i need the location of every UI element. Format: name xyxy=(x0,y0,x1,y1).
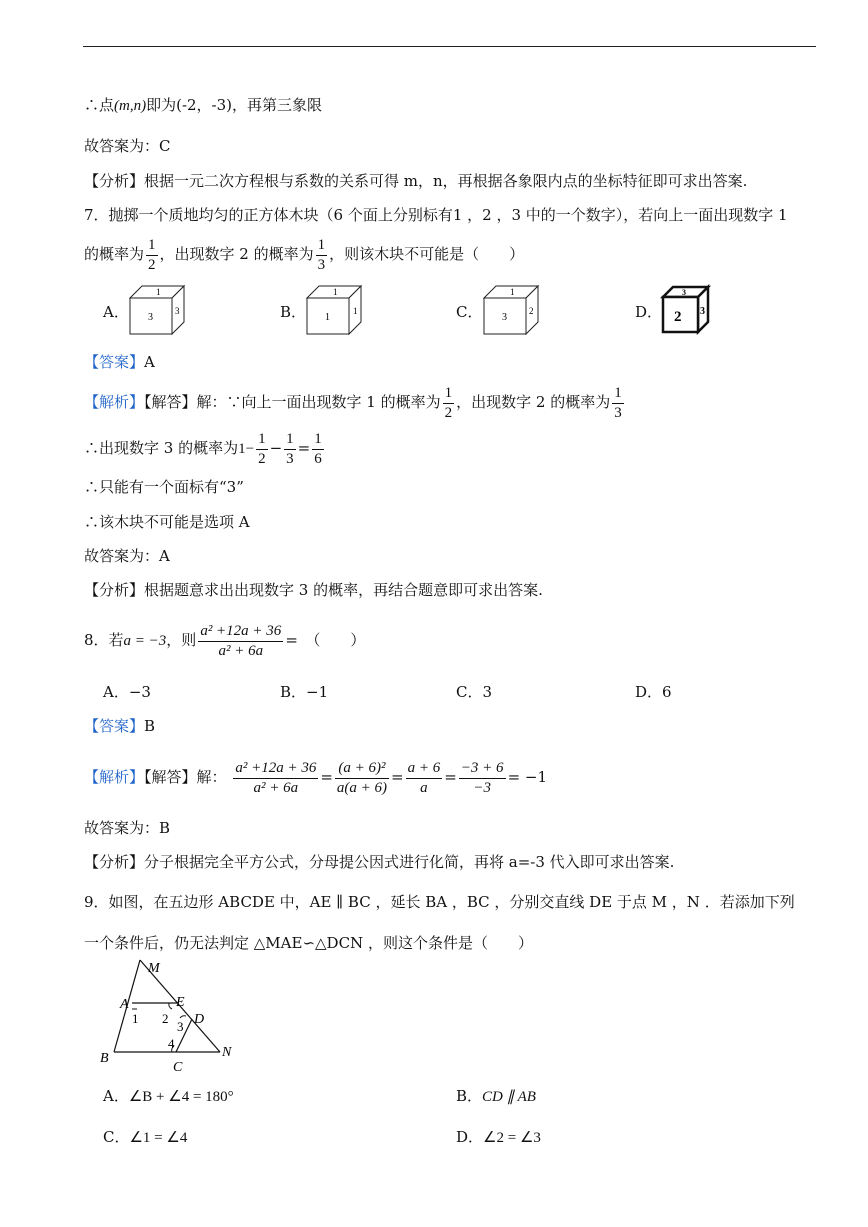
label-C: C xyxy=(173,1060,183,1075)
frac-num: 1 xyxy=(316,236,328,256)
cube-option-c xyxy=(482,284,542,336)
answer-tag: 【答案】 xyxy=(84,353,145,371)
solution-tag-2: 【解答】 xyxy=(144,768,197,786)
frac-num: −3 + 6 xyxy=(459,759,506,779)
cube-d-front-number: 2 xyxy=(674,309,682,325)
solution-prefix: 解： xyxy=(196,768,227,786)
cube-b-side-number: 1 xyxy=(353,306,358,316)
frac-den: 3 xyxy=(317,256,326,273)
label-A: A xyxy=(120,997,129,1012)
q8-option-b[interactable] xyxy=(280,682,328,702)
q9-stem-line2: 一个条件后，仍无法判定 △MAE∽△DCN ，则这个条件是（ ） xyxy=(84,934,533,952)
option-label: D． xyxy=(635,683,663,701)
analysis-text: 分子根据完全平方公式，分母提公因式进行化简，再将 a=-3 代入即可求出答案. xyxy=(144,853,675,871)
point-prefix: ∴点 xyxy=(84,96,115,114)
angle-2: 2 xyxy=(162,1011,169,1026)
q8-option-c[interactable] xyxy=(456,682,492,702)
cube-option-d xyxy=(660,284,712,336)
label-M: M xyxy=(148,961,160,976)
q7-option-d-label[interactable]: D． xyxy=(635,303,663,321)
point-suffix: 即为(-2，-3)，再第三象限 xyxy=(146,96,323,114)
option-value: ∠2 = ∠3 xyxy=(483,1130,541,1146)
cube-a-front-number: 3 xyxy=(148,312,153,323)
q8-conclusion: 故答案为：B xyxy=(84,819,171,837)
q7-stem-line2 xyxy=(84,232,524,276)
frac-den: a xyxy=(420,779,428,796)
label-D: D xyxy=(194,1012,205,1027)
frac-num: a² +12a + 36 xyxy=(233,759,318,779)
option-label: B． xyxy=(280,683,307,701)
one-minus: 1− xyxy=(238,441,255,457)
q8-expression-fraction xyxy=(198,622,283,661)
answer-line-c: 故答案为：C xyxy=(84,137,171,155)
q7-option-b-label[interactable]: B． xyxy=(280,303,307,321)
answer-tag: 【答案】 xyxy=(84,717,145,735)
angle-3: 3 xyxy=(177,1019,184,1034)
q8-option-a[interactable] xyxy=(103,682,151,702)
point-mn: (m,n) xyxy=(114,98,147,114)
cube-a-top-number: 1 xyxy=(156,287,161,297)
frac-den: a² + 6a xyxy=(218,642,264,659)
analysis-tag: 【分析】 xyxy=(84,853,145,871)
answer-value: B xyxy=(144,717,156,735)
cube-c-side-number: 2 xyxy=(529,306,534,316)
q7-fraction-half xyxy=(146,236,158,275)
frac-num: 1 xyxy=(312,430,324,450)
equals-sign: = xyxy=(444,768,457,786)
frac-num: 1 xyxy=(284,430,296,450)
q7-fraction-third xyxy=(316,236,328,275)
solution-tag: 【解析】 xyxy=(84,768,145,786)
q7-answer xyxy=(84,352,155,372)
option-label: C． xyxy=(103,1128,130,1146)
cube-option-b xyxy=(305,284,365,336)
q9-stem-line1: 9．如图，在五边形 ABCDE 中，AE ∥ BC ，延长 BA ，BC ，分别交直线 DE 于点 M ，N ．若添加下列 xyxy=(84,893,795,911)
frac-num: 1 xyxy=(146,236,158,256)
analysis-line-6 xyxy=(84,171,747,191)
frac-den: 2 xyxy=(148,256,156,273)
q7-stem-line1: 7．抛掷一个质地均匀的正方体木块（6 个面上分别标有1 ，2 ，3 中的一个数字），若向上一面出现数字 1 xyxy=(84,206,788,224)
option-value: 6 xyxy=(662,683,672,701)
frac-den: 3 xyxy=(614,404,622,421)
sol-fraction-half xyxy=(443,384,455,423)
label-E: E xyxy=(176,995,185,1010)
q9-option-b[interactable] xyxy=(456,1086,536,1107)
angle-4: 4 xyxy=(168,1036,175,1051)
q7-solution-line4: ∴该木块不可能是选项 A xyxy=(84,513,250,531)
frac-den: a(a + 6) xyxy=(336,779,388,796)
equals-sign: = xyxy=(391,768,404,786)
step3-fraction xyxy=(406,759,443,798)
q7-conclusion: 故答案为：A xyxy=(84,547,170,565)
option-value: −3 xyxy=(128,683,151,701)
option-label: A． xyxy=(103,683,129,701)
cube-d-top-number: 3 xyxy=(682,288,686,297)
minus-sign: − xyxy=(269,439,283,457)
q9-option-c[interactable] xyxy=(103,1127,187,1148)
text-line-point xyxy=(84,95,322,116)
analysis-tag: 【分析】 xyxy=(84,581,145,599)
frac-den: 2 xyxy=(444,404,453,421)
q8-mid: ，则 xyxy=(166,631,197,649)
cube-option-a xyxy=(128,284,188,336)
q9-option-a[interactable] xyxy=(103,1086,234,1107)
cube-b-front-number: 1 xyxy=(325,312,330,323)
q9-pentagon-figure xyxy=(96,952,246,1077)
label-N: N xyxy=(222,1045,232,1060)
solution-text-b: ，出现数字 2 的概率为 xyxy=(456,393,611,411)
q8-answer xyxy=(84,716,155,736)
frac-num: a + 6 xyxy=(406,759,443,779)
q8-suffix: = （ ） xyxy=(285,631,366,649)
angle-1: 1 xyxy=(132,1011,139,1026)
option-value: ∠B + ∠4 = 180° xyxy=(128,1089,234,1105)
equals-sign: = xyxy=(320,768,333,786)
step1-fraction xyxy=(233,759,318,798)
q8-solution xyxy=(84,752,547,802)
frac-num: (a + 6)² xyxy=(335,759,389,779)
frac-den: −3 xyxy=(473,779,491,796)
equals-sign: = xyxy=(297,439,311,457)
solution-text-a: 解：∵向上一面出现数字 1 的概率为 xyxy=(196,393,441,411)
analysis-text: 根据一元二次方程根与系数的关系可得 m，n，再根据各象限内点的坐标特征即可求出答案. xyxy=(144,172,748,190)
sol2-fraction-half xyxy=(256,430,268,469)
q7-solution-line3: ∴只能有一个面标有“3” xyxy=(84,478,244,496)
label-B: B xyxy=(100,1051,109,1066)
frac-num: 1 xyxy=(256,430,268,450)
frac-num: 1 xyxy=(612,384,624,404)
frac-den: 6 xyxy=(314,450,322,467)
sol2-fraction-sixth xyxy=(312,430,324,469)
header-rule xyxy=(83,46,816,47)
step2-fraction xyxy=(335,759,389,798)
frac-den: 2 xyxy=(258,450,266,467)
q8-condition: a = −3 xyxy=(123,633,167,649)
frac-den: 3 xyxy=(286,450,294,467)
q7-option-a-label[interactable]: A． xyxy=(103,303,129,321)
q7-analysis xyxy=(84,580,543,600)
solution-prob3-text: ∴出现数字 3 的概率为 xyxy=(84,439,239,457)
analysis-text: 根据题意求出出现数字 3 的概率，再结合题意即可求出答案. xyxy=(144,581,543,599)
solution-tag-2: 【解答】 xyxy=(144,393,197,411)
q7-text-c: ，则该木块不可能是（ ） xyxy=(329,245,525,263)
cube-b-top-number: 1 xyxy=(333,287,338,297)
option-label: D． xyxy=(456,1128,484,1146)
q7-text-a: 的概率为 xyxy=(84,245,145,263)
q8-prefix: 8．若 xyxy=(84,631,124,649)
step4-fraction xyxy=(459,759,506,798)
q7-solution-line1 xyxy=(84,380,626,424)
q7-text-b: ，出现数字 2 的概率为 xyxy=(159,245,314,263)
frac-den: a² + 6a xyxy=(253,779,299,796)
sol2-fraction-third xyxy=(284,430,296,469)
cube-a-side-number: 3 xyxy=(175,306,180,316)
option-value: ∠1 = ∠4 xyxy=(129,1130,188,1146)
q7-solution-line2 xyxy=(84,426,326,471)
q7-option-c-label[interactable]: C． xyxy=(456,303,483,321)
option-label: C． xyxy=(456,683,483,701)
cube-c-top-number: 1 xyxy=(510,287,515,297)
q9-option-d[interactable] xyxy=(456,1127,541,1148)
answer-value: A xyxy=(144,353,155,371)
option-value: CD ∥ AB xyxy=(482,1089,536,1105)
q8-stem xyxy=(84,618,365,663)
solution-tag: 【解析】 xyxy=(84,393,145,411)
cube-c-front-number: 3 xyxy=(502,312,507,323)
analysis-tag: 【分析】 xyxy=(84,172,145,190)
sol-fraction-third xyxy=(612,384,624,423)
option-label: B． xyxy=(456,1087,483,1105)
option-value: −1 xyxy=(306,683,329,701)
cube-d-side-number: 3 xyxy=(700,306,705,317)
option-value: 3 xyxy=(482,683,493,701)
q8-analysis xyxy=(84,852,674,872)
option-label: A． xyxy=(103,1087,129,1105)
frac-num: a² +12a + 36 xyxy=(198,622,283,642)
solution-result: = −1 xyxy=(507,768,548,786)
q8-option-d[interactable] xyxy=(635,682,672,702)
frac-num: 1 xyxy=(443,384,455,404)
